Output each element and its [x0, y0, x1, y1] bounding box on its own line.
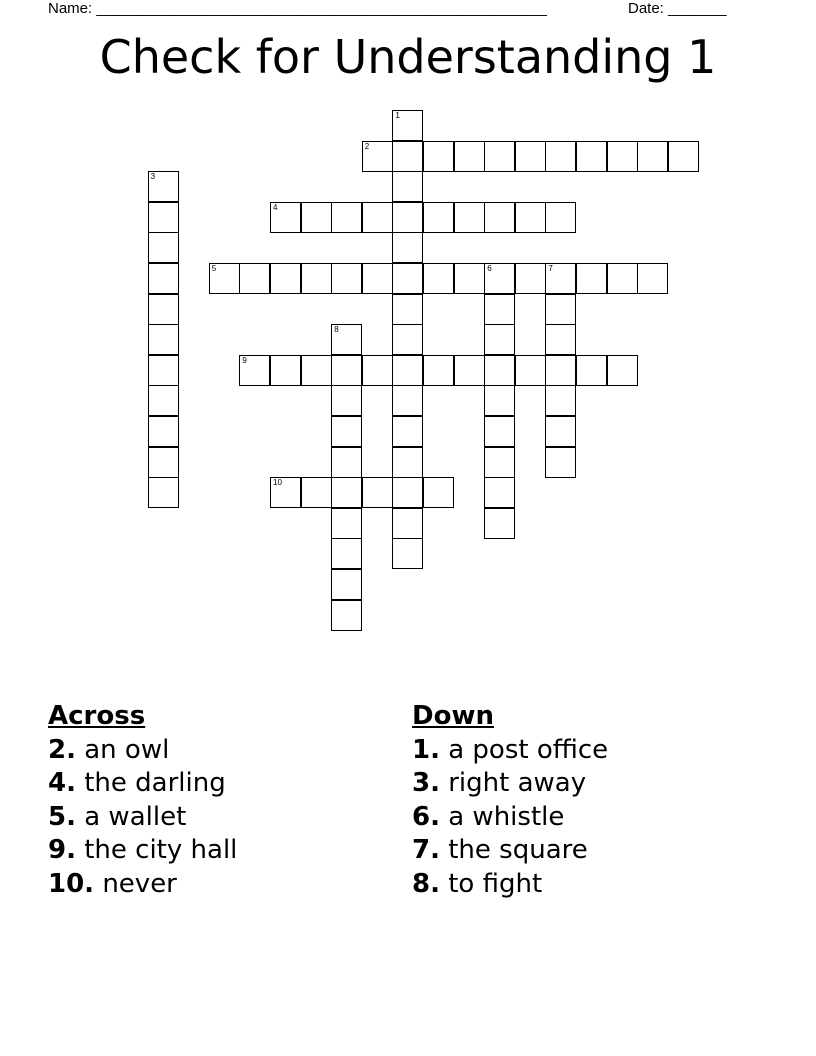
clue-number: 5. [48, 801, 76, 832]
grid-cell[interactable] [392, 141, 423, 172]
grid-cell[interactable] [454, 355, 485, 386]
cell-number: 3 [150, 172, 156, 182]
grid-cell[interactable] [484, 202, 515, 233]
grid-cell[interactable] [331, 477, 362, 508]
grid-cell[interactable] [392, 508, 423, 539]
grid-cell[interactable] [392, 538, 423, 569]
grid-cell[interactable] [545, 141, 576, 172]
grid-cell[interactable] [576, 141, 607, 172]
grid-cell[interactable] [362, 355, 393, 386]
grid-cell[interactable] [331, 385, 362, 416]
clue-number: 9. [48, 835, 76, 865]
grid-cell[interactable] [331, 569, 362, 600]
clue-down [412, 834, 608, 868]
clue-text: the city hall [84, 835, 238, 865]
cell-number: 4 [273, 202, 278, 212]
grid-cell[interactable] [301, 355, 332, 386]
grid-cell[interactable] [148, 324, 179, 355]
grid-cell[interactable] [607, 355, 638, 386]
grid-cell[interactable] [484, 385, 515, 416]
grid-cell[interactable] [331, 324, 362, 355]
grid-cell[interactable] [392, 263, 423, 294]
grid-cell[interactable] [484, 355, 515, 386]
grid-cell[interactable] [484, 416, 515, 447]
clue-number: 3. [412, 768, 440, 798]
grid-cell[interactable] [148, 232, 179, 263]
cell-number: 8 [334, 325, 339, 335]
grid-cell[interactable] [454, 202, 485, 233]
clue-number: 1. [412, 734, 440, 765]
grid-cell[interactable] [515, 141, 546, 172]
clue-text: an owl [84, 734, 170, 765]
grid-cell[interactable] [515, 202, 546, 233]
clue-across [48, 734, 237, 768]
grid-cell[interactable] [148, 447, 179, 478]
grid-cell[interactable] [301, 202, 332, 233]
grid-cell[interactable] [423, 202, 454, 233]
clue-across [48, 868, 237, 902]
grid-cell[interactable] [576, 355, 607, 386]
name-field[interactable]: Name: ______________________________________________________ [48, 0, 547, 17]
grid-cell[interactable] [239, 263, 270, 294]
clue-number: 6. [412, 801, 440, 832]
grid-cell[interactable] [545, 416, 576, 447]
clue-text: right away [448, 768, 587, 798]
grid-cell[interactable] [484, 447, 515, 478]
down-clues [412, 700, 608, 901]
grid-cell[interactable] [148, 202, 179, 233]
clue-across [48, 767, 237, 801]
grid-cell[interactable] [270, 355, 301, 386]
grid-cell[interactable] [423, 477, 454, 508]
grid-cell[interactable] [576, 263, 607, 294]
across-clues [48, 700, 237, 901]
grid-cell[interactable] [331, 538, 362, 569]
grid-cell[interactable] [148, 263, 179, 294]
grid-cell[interactable] [148, 171, 179, 202]
clue-text: never [102, 868, 177, 899]
clue-text: a post office [448, 734, 609, 765]
cell-number: 9 [242, 355, 247, 365]
page-title: Check for Understanding 1 [99, 30, 717, 84]
clue-text: a whistle [448, 801, 565, 832]
grid-cell[interactable] [362, 477, 393, 508]
grid-cell[interactable] [637, 263, 668, 294]
grid-cell[interactable] [545, 294, 576, 325]
clue-down [412, 767, 608, 801]
grid-cell[interactable] [331, 600, 362, 631]
cell-number: 10 [273, 478, 282, 488]
clue-number: 4. [48, 768, 76, 798]
grid-cell[interactable] [454, 141, 485, 172]
grid-cell[interactable] [392, 110, 423, 141]
cell-number: 5 [211, 264, 217, 273]
grid-cell[interactable] [331, 447, 362, 478]
grid-cell[interactable] [545, 263, 576, 294]
clue-text: the square [448, 835, 588, 865]
grid-cell[interactable] [607, 141, 638, 172]
clue-down [412, 801, 608, 835]
grid-cell[interactable] [637, 141, 668, 172]
clue-down [412, 868, 608, 902]
grid-cell[interactable] [545, 385, 576, 416]
clue-number: 2. [48, 734, 76, 765]
date-field[interactable]: Date: _______ [628, 0, 727, 17]
grid-cell[interactable] [362, 141, 393, 172]
grid-cell[interactable] [148, 477, 179, 508]
grid-cell[interactable] [484, 324, 515, 355]
grid-cell[interactable] [545, 202, 576, 233]
cell-number: 7 [548, 264, 553, 273]
grid-cell[interactable] [148, 294, 179, 325]
grid-cell[interactable] [392, 416, 423, 447]
clue-text: to fight [448, 868, 543, 899]
grid-cell[interactable] [239, 355, 270, 386]
grid-cell[interactable] [301, 263, 332, 294]
grid-cell[interactable] [423, 263, 454, 294]
grid-cell[interactable] [423, 355, 454, 386]
clue-number: 8. [412, 868, 440, 899]
clue-number: 7. [412, 835, 440, 865]
grid-cell[interactable] [484, 477, 515, 508]
grid-cell[interactable] [392, 477, 423, 508]
grid-cell[interactable] [331, 202, 362, 233]
grid-cell[interactable] [545, 324, 576, 355]
grid-cell[interactable] [392, 232, 423, 263]
grid-cell[interactable] [362, 202, 393, 233]
grid-cell[interactable] [454, 263, 485, 294]
grid-cell[interactable] [607, 263, 638, 294]
grid-cell[interactable] [331, 508, 362, 539]
grid-cell[interactable] [392, 324, 423, 355]
grid-cell[interactable] [148, 355, 179, 386]
grid-cell[interactable] [362, 263, 393, 294]
grid-cell[interactable] [484, 294, 515, 325]
grid-cell[interactable] [301, 477, 332, 508]
cell-number: 6 [487, 264, 492, 273]
grid-cell[interactable] [545, 355, 576, 386]
grid-cell[interactable] [392, 171, 423, 202]
grid-cell[interactable] [484, 263, 515, 294]
grid-cell[interactable] [392, 355, 423, 386]
clue-across [48, 801, 237, 835]
grid-cell[interactable] [392, 294, 423, 325]
grid-cell[interactable] [209, 263, 240, 294]
grid-cell[interactable] [392, 385, 423, 416]
grid-cell[interactable] [148, 385, 179, 416]
down-heading: Down [412, 701, 494, 731]
grid-cell[interactable] [148, 416, 179, 447]
grid-cell[interactable] [270, 202, 301, 233]
grid-cell[interactable] [270, 477, 301, 508]
grid-cell[interactable] [484, 508, 515, 539]
grid-cell[interactable] [270, 263, 301, 294]
grid-cell[interactable] [392, 447, 423, 478]
clue-across [48, 834, 237, 868]
grid-cell[interactable] [515, 355, 546, 386]
grid-cell[interactable] [331, 263, 362, 294]
across-heading: Across [48, 701, 146, 731]
grid-cell[interactable] [331, 355, 362, 386]
clue-text: a wallet [84, 801, 187, 832]
grid-cell[interactable] [484, 141, 515, 172]
cell-number: 2 [364, 141, 370, 151]
clue-text: the darling [84, 768, 226, 798]
grid-cell[interactable] [331, 416, 362, 447]
grid-cell[interactable] [668, 141, 699, 172]
grid-cell[interactable] [515, 263, 546, 294]
grid-cell[interactable] [545, 447, 576, 478]
grid-cell[interactable] [423, 141, 454, 172]
cell-number: 1 [395, 111, 400, 120]
clue-number: 10. [48, 868, 95, 899]
grid-cell[interactable] [392, 202, 423, 233]
clue-down [412, 734, 608, 768]
